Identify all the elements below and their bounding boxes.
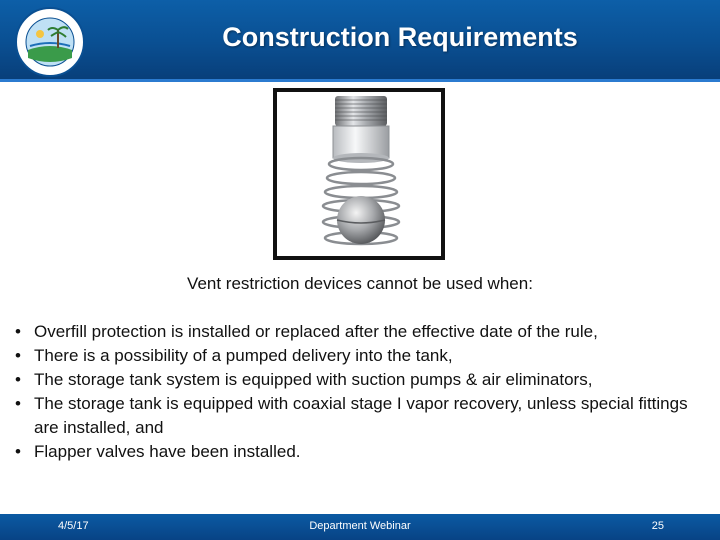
bullet-list bbox=[8, 320, 708, 464]
bullet-dot: • bbox=[15, 370, 21, 389]
slide-title: Construction Requirements bbox=[222, 22, 578, 52]
bullet-text: The storage tank system is equipped with suction pumps & air eliminators, bbox=[34, 370, 593, 389]
bullet-item bbox=[8, 440, 708, 464]
bullet-dot: • bbox=[15, 322, 21, 341]
footer-date: 4/5/17 bbox=[58, 520, 89, 532]
bullet-dot: • bbox=[15, 442, 21, 461]
page-number: 25 bbox=[651, 520, 664, 532]
bullet-text: There is a possibility of a pumped delivery into the tank, bbox=[34, 346, 453, 365]
caption: Vent restriction devices cannot be used when: bbox=[187, 274, 533, 293]
bullet-dot: • bbox=[15, 394, 21, 413]
florida-dep-seal-icon bbox=[14, 6, 86, 78]
slide-header bbox=[0, 0, 720, 82]
bullet-text: The storage tank is equipped with coaxial stage I vapor recovery, unless special fittings are installed, and bbox=[34, 394, 688, 437]
bullet-text: Overfill protection is installed or replaced after the effective date of the rule, bbox=[34, 322, 598, 341]
vent-restriction-device-icon bbox=[277, 92, 441, 256]
bullet-dot: • bbox=[15, 346, 21, 365]
bullet-item bbox=[8, 344, 708, 368]
bullet-text: Flapper valves have been installed. bbox=[34, 442, 301, 461]
slide-footer bbox=[0, 514, 720, 540]
footer-title: Department Webinar bbox=[309, 520, 411, 532]
bullet-item bbox=[8, 320, 708, 344]
vent-device-photo bbox=[273, 88, 445, 260]
bullet-item bbox=[8, 392, 708, 440]
bullet-item bbox=[8, 368, 708, 392]
